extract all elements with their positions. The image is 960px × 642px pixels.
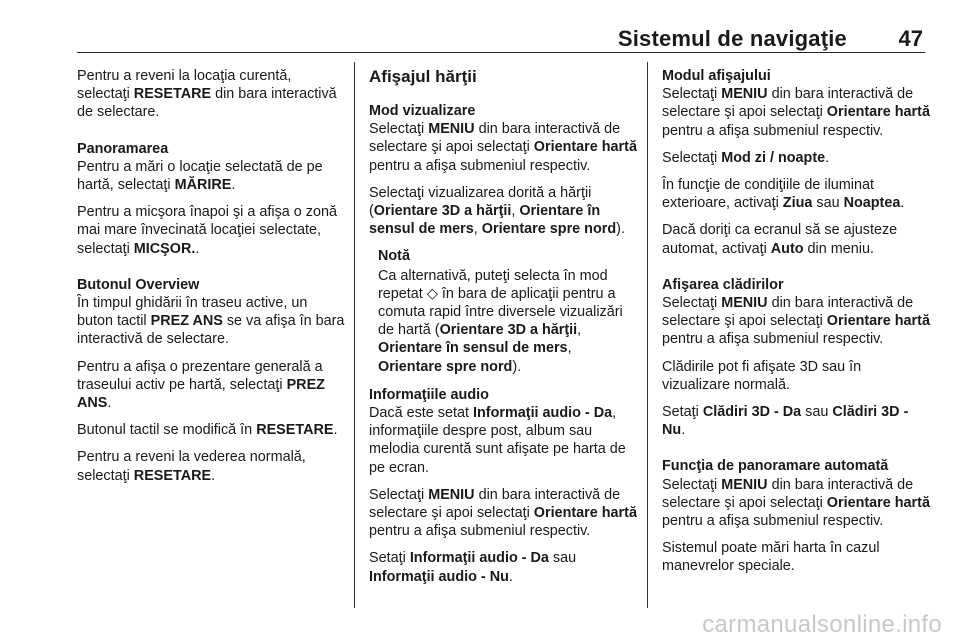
view-toggle-icon: ◇ (426, 285, 438, 302)
section-title: Afişajul hărţii (369, 67, 477, 86)
section-heading: Butonul Overview (77, 276, 200, 293)
page-title: Sistemul de navigaţie (617, 26, 847, 51)
section-heading: Mod vizualizare (369, 103, 476, 119)
paragraph: Setaţi Clădiri 3D - Da sau Clădiri 3D - Nu. (662, 404, 909, 439)
paragraph: Pentru a micşora înapoi şi a afişa o zonă mai mare învecinată locaţiei selectate, selectaţi MICŞOR.. (77, 204, 337, 257)
paragraph: Selectaţi Mod zi / noapte. (662, 149, 830, 166)
paragraph: Selectaţi MENIU din bara interactivă de selectare şi apoi selectaţi Orientare hartă pentru a afişa submeniul respectiv. (369, 121, 637, 174)
paragraph: Setaţi Informaţii audio - Da sau Informaţii audio - Nu. (369, 550, 577, 585)
page-number: 47 (898, 26, 923, 51)
column-divider (354, 62, 355, 608)
paragraph: Butonul tactil se modifică în RESETARE. (77, 422, 338, 439)
paragraph: Sistemul poate mări harta în cazul manevrelor speciale. (662, 540, 880, 575)
section-heading: Afişarea clădirilor (662, 276, 784, 293)
column-2 (369, 67, 639, 595)
section-heading: Informaţiile audio (369, 386, 489, 403)
paragraph: Selectaţi MENIU din bara interactivă de selectare şi apoi selectaţi Orientare hartă pentru a afişa submeniul respectiv. (662, 295, 930, 348)
paragraph: Pentru a reveni la locaţia curentă, selectaţi RESETARE din bara interactivă de selectare. (77, 68, 337, 121)
paragraph: În funcţie de condiţiile de iluminat exterioare, activaţi Ziua sau Noaptea. (662, 177, 905, 212)
paragraph: Pentru a reveni la vederea normală, selectaţi RESETARE. (77, 449, 306, 484)
paragraph: Clădirile pot fi afişate 3D sau în vizualizare normală. (662, 358, 862, 393)
paragraph: Pentru a mări o locaţie selectată de pe hartă, selectaţi MĂRIRE. (77, 158, 323, 194)
paragraph: Dacă este setat Informaţii audio - Da, informaţiile despre post, album sau melodia curentă sunt afişate pe harta de pe ecran. (369, 405, 626, 476)
section-heading: Panoramarea (77, 140, 169, 157)
paragraph: În timpul ghidării în traseu active, un buton tactil PREZ ANS se va afişa în bara interactivă de selectare. (77, 295, 345, 348)
page-header (77, 0, 925, 53)
paragraph: Dacă doriţi ca ecranul să se ajusteze automat, activaţi Auto din meniu. (662, 222, 898, 257)
note-box: Notă Ca alternativă, puteţi selecta în mod repetat ◇ în bara de aplicaţii pentru a comuta rapid între diversele vizualizări de hartă (Orientare 3D a hărţii, Orientare în sensul de mers, Orientare spre nord). (369, 247, 639, 375)
section-heading: Funcţia de panoramare automată (662, 458, 889, 475)
paragraph: Selectaţi vizualizarea dorită a hărţii (Orientare 3D a hărţii, Orientare în sensul de mers, Orientare spre nord). (369, 184, 625, 238)
watermark: carmanualsonline.info (702, 611, 942, 638)
note-heading: Notă (378, 248, 410, 265)
paragraph: Selectaţi MENIU din bara interactivă de selectare şi apoi selectaţi Orientare hartă pentru a afişa submeniul respectiv. (369, 486, 637, 540)
column-divider (647, 62, 648, 608)
section-heading: Modul afişajului (662, 68, 771, 84)
paragraph: Selectaţi MENIU din bara interactivă de selectare şi apoi selectaţi Orientare hartă pentru a afişa submeniul respectiv. (662, 86, 930, 139)
column-1 (77, 67, 347, 494)
paragraph: Selectaţi MENIU din bara interactivă de selectare şi apoi selectaţi Orientare hartă pentru a afişa submeniul respectiv. (662, 476, 930, 530)
column-3 (662, 67, 930, 585)
paragraph: Pentru a afişa o prezentare generală a traseului activ pe hartă, selectaţi PREZ ANS. (77, 358, 325, 412)
